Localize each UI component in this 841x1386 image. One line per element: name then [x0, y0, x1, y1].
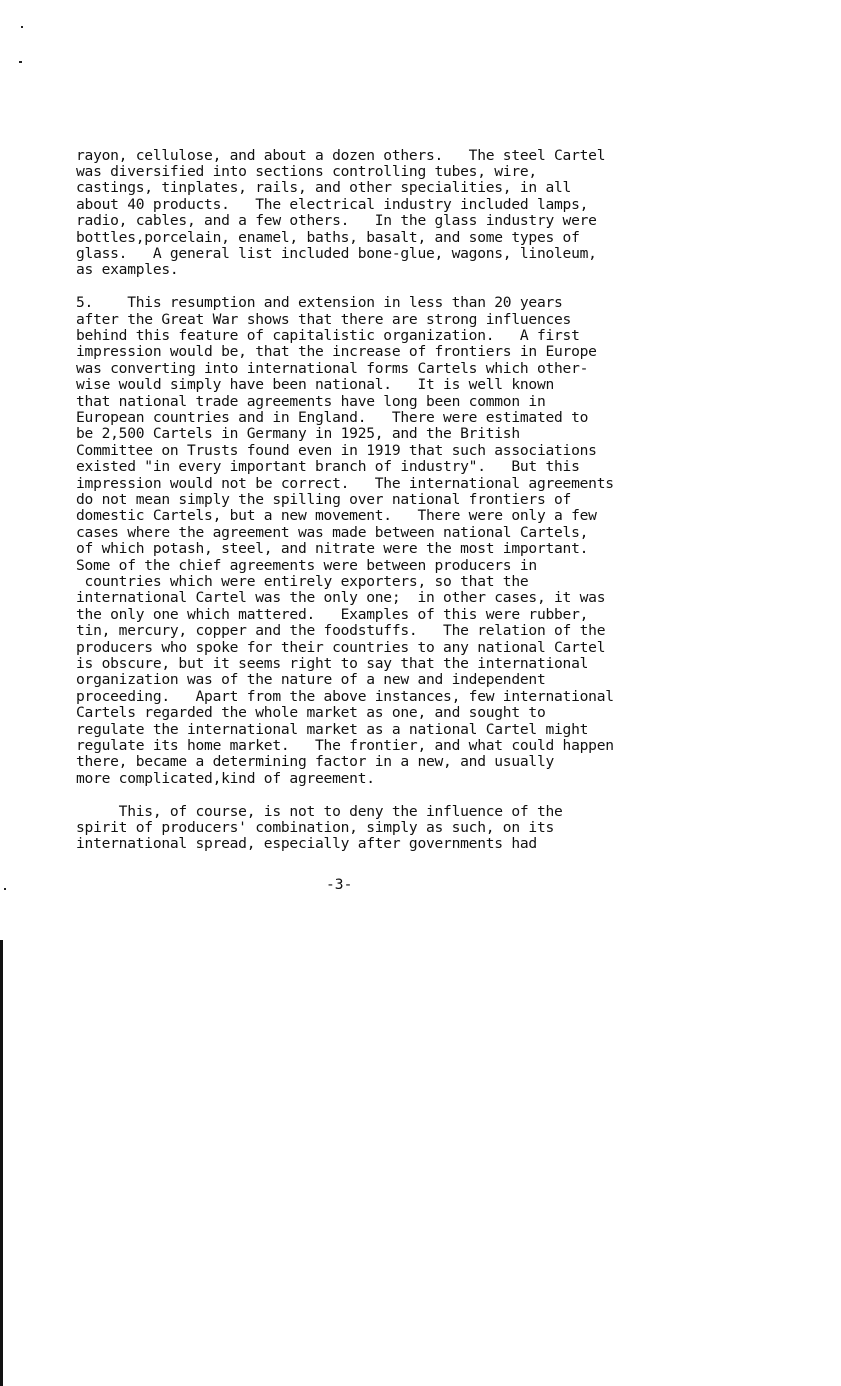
text-line: Cartels regarded the whole market as one, and sought to — [76, 704, 546, 721]
text-line: regulate the international market as a national Cartel might — [76, 721, 589, 738]
text-line: is obscure, but it seems right to say that the international — [76, 655, 589, 672]
text-line: of which potash, steel, and nitrate were the most important. — [76, 540, 589, 557]
text-line: was converting into international forms Cartels which other- — [76, 360, 589, 377]
text-line: countries which were entirely exporters, so that the — [76, 573, 529, 590]
text-line: more complicated,kind of agreement. — [76, 770, 375, 787]
text-line: do not mean simply the spilling over national frontiers of — [76, 491, 572, 508]
text-line: rayon, cellulose, and about a dozen others. The steel Cartel — [76, 147, 606, 164]
text-line: about 40 products. The electrical industry included lamps, — [76, 196, 589, 213]
text-line: that national trade agreements have long been common in — [76, 393, 546, 410]
text-line: after the Great War shows that there are strong influences — [76, 311, 572, 328]
text-line: there, became a determining factor in a new, and usually — [76, 753, 555, 770]
text-line: as examples. — [76, 261, 179, 278]
text-line: cases where the agreement was made between national Cartels, — [76, 524, 589, 541]
text-line: existed "in every important branch of industry". But this — [76, 458, 580, 475]
text-line: Some of the chief agreements were between producers in — [76, 557, 537, 574]
text-line: the only one which mattered. Examples of this were rubber, — [76, 606, 589, 623]
text-line: bottles,porcelain, enamel, baths, basalt, and some types of — [76, 229, 580, 246]
text-line: radio, cables, and a few others. In the glass industry were — [76, 212, 597, 229]
text-line: regulate its home market. The frontier, and what could happen — [76, 737, 614, 754]
scan-mark — [21, 26, 23, 28]
text-line: be 2,500 Cartels in Germany in 1925, and the British — [76, 425, 520, 442]
text-line: domestic Cartels, but a new movement. There were only a few — [76, 507, 597, 524]
text-line: Committee on Trusts found even in 1919 that such associations — [76, 442, 597, 459]
scan-edge-shadow — [0, 940, 3, 1386]
text-line: tin, mercury, copper and the foodstuffs. The relation of the — [76, 622, 606, 639]
text-line: behind this feature of capitalistic organization. A first — [76, 327, 580, 344]
text-line: was diversified into sections controlling tubes, wire, — [76, 163, 537, 180]
text-line: spirit of producers' combination, simply as such, on its — [76, 819, 555, 836]
text-line: organization was of the nature of a new and independent — [76, 671, 546, 688]
text-line: impression would not be correct. The international agreements — [76, 475, 614, 492]
text-line: wise would simply have been national. It is well known — [76, 376, 555, 393]
text-line: castings, tinplates, rails, and other specialities, in all — [76, 179, 572, 196]
text-line: 5. This resumption and extension in less than 20 years — [76, 294, 563, 311]
text-line: This, of course, is not to deny the influence of the — [76, 803, 563, 820]
text-line: international Cartel was the only one; in other cases, it was — [76, 589, 606, 606]
text-line: impression would be, that the increase of frontiers in Europe — [76, 343, 597, 360]
text-line: European countries and in England. There were estimated to — [76, 409, 589, 426]
text-line: producers who spoke for their countries to any national Cartel — [76, 639, 606, 656]
scan-mark — [4, 888, 6, 890]
text-line: proceeding. Apart from the above instances, few international — [76, 688, 614, 705]
scan-mark — [19, 61, 22, 63]
page-number: -3- — [326, 876, 353, 893]
text-line: international spread, especially after governments had — [76, 835, 537, 852]
text-line: glass. A general list included bone-glue, wagons, linoleum, — [76, 245, 597, 262]
